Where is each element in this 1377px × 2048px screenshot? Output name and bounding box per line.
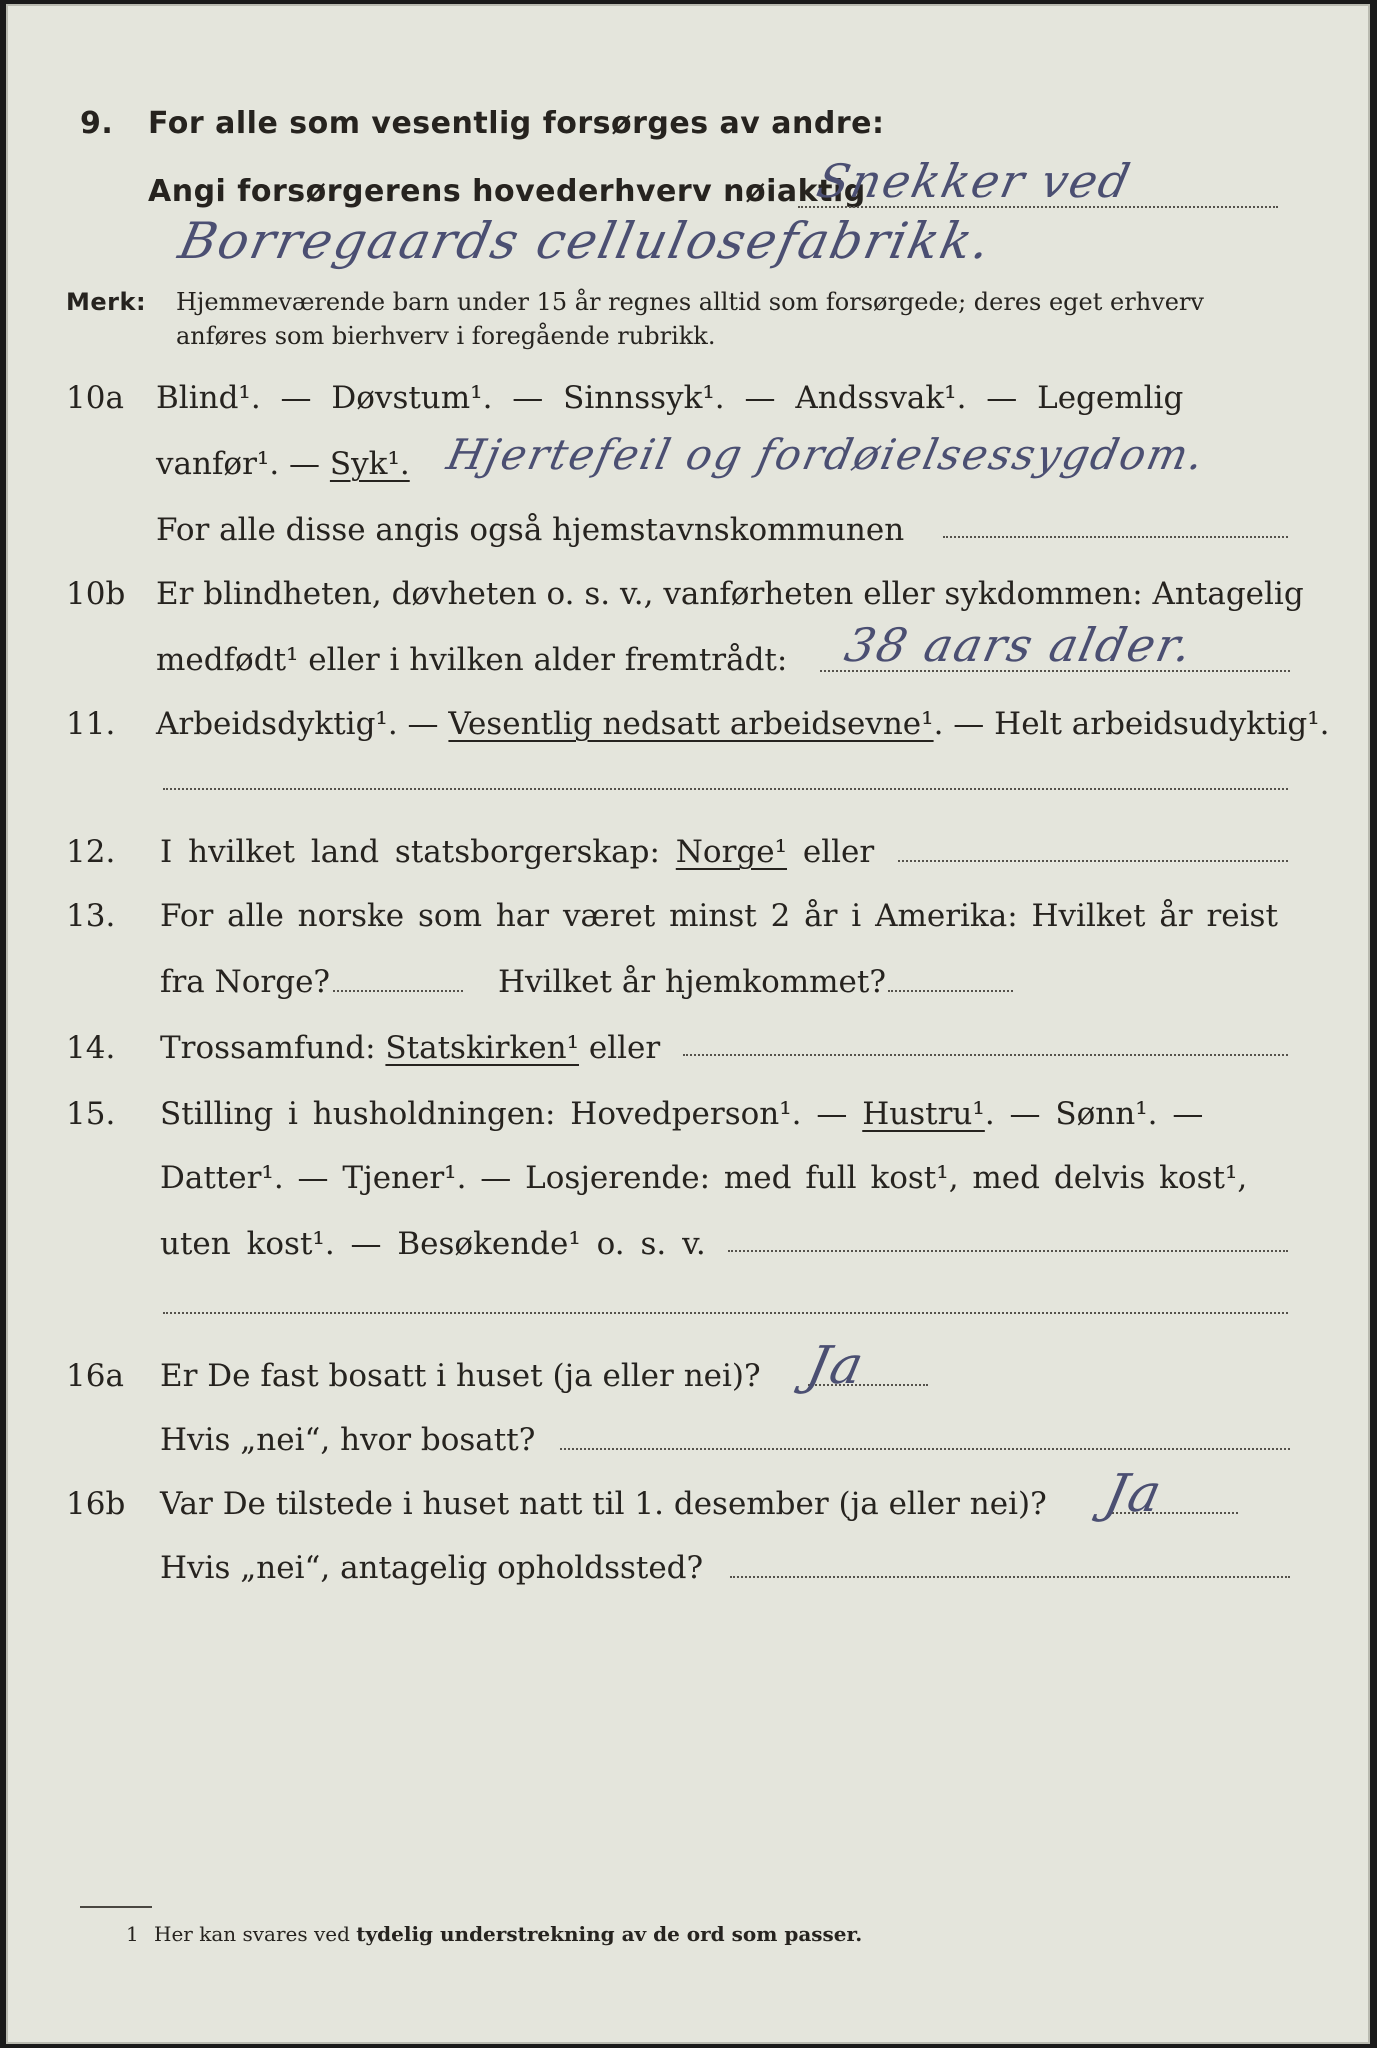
q16a-line-1: Er De fast bosatt i huset (ja eller nei)? (160, 1358, 761, 1394)
q12-question: I hvilket land statsborgerskap: (160, 834, 676, 870)
q10b-number: 10b (66, 576, 126, 612)
q12-line (160, 832, 874, 872)
q12-number: 12. (66, 834, 116, 870)
q16a-number: 16a (66, 1358, 124, 1394)
q14-number: 14. (66, 1030, 116, 1066)
q9-number: 9. (80, 106, 114, 141)
q14-line (160, 1028, 660, 1068)
q10a-syk-underlined: Syk¹. (329, 446, 410, 482)
q15-hustru-underlined: Hustru¹ (862, 1096, 985, 1132)
q10a-handwritten-answer: Hjertefeil og fordøielsessygdom. (442, 430, 1210, 479)
q10b-line-2: medfødt¹ eller i hvilken alder fremtrådt: (156, 642, 788, 678)
q10b-line-1: Er blindheten, døvheten o. s. v., vanførheten eller sykdommen: Antagelig (156, 576, 1304, 612)
q11-udyktig: . — Helt arbeidsudyktig¹. (933, 706, 1330, 742)
footnote-text-bold: tydelig understrekning av de ord som passer. (356, 1922, 863, 1946)
q11-arbeidsdyktig: Arbeidsdyktig¹. — (156, 706, 449, 742)
q16a-bosatt-line (560, 1448, 1290, 1450)
q15-hovedperson: Stilling i husholdningen: Hovedperson¹. — (160, 1096, 863, 1132)
footnote-text-plain: Her kan svares ved (154, 1922, 357, 1946)
q10b-handwritten-answer: 38 aars alder. (840, 618, 1199, 672)
merk-label: Merk: (66, 288, 147, 316)
q10a-line-3: For alle disse angis også hjemstavnskommunen (156, 512, 905, 548)
q11-line (156, 704, 1330, 744)
q14-answer-line (683, 1054, 1288, 1056)
q12-answer-line (898, 860, 1288, 862)
q16b-opholdssted-line (730, 1576, 1290, 1578)
q16b-line-2: Hvis „nei“, antagelig opholdssted? (160, 1550, 704, 1586)
q9-handwritten-answer-1: Snekker ved (812, 154, 1137, 208)
q10a-number: 10a (66, 380, 124, 416)
q14-question: Trossamfund: (160, 1030, 386, 1066)
q12-norge-underlined: Norge¹ (675, 834, 788, 870)
footnote-mark: 1 (126, 1922, 139, 1946)
q11-number: 11. (66, 706, 116, 742)
q13-number: 13. (66, 898, 116, 934)
q15-line-1 (160, 1094, 1203, 1134)
q16b-number: 16b (66, 1486, 126, 1522)
q15-line-2: Datter¹. — Tjener¹. — Losjerende: med full kost¹, med delvis kost¹, (160, 1160, 1248, 1196)
q9-handwritten-answer-2: Borregaards cellulosefabrikk. (173, 212, 998, 270)
footnote-text (154, 1914, 862, 1954)
q16b-line-1: Var De tilstede i huset natt til 1. desember (ja eller nei)? (160, 1486, 1047, 1522)
q13-line-1: For alle norske som har været minst 2 år i Amerika: Hvilket år reist (160, 898, 1278, 934)
q14-eller: eller (579, 1030, 661, 1066)
q10a-line-2 (156, 444, 410, 484)
q15-answer-line-1 (728, 1250, 1288, 1252)
q16a-handwritten-answer: Ja (801, 1336, 871, 1396)
q15-number: 15. (66, 1096, 116, 1132)
merk-line-1: Hjemmeværende barn under 15 år regnes alltid som forsørgede; deres eget erhverv (176, 288, 1204, 316)
q9-title: For alle som vesentlig forsørges av andre: (148, 106, 885, 141)
census-form-page (6, 4, 1370, 2044)
q15-line-3: uten kost¹. — Besøkende¹ o. s. v. (160, 1226, 706, 1262)
q10a-vanfor: vanfør¹. — (156, 446, 330, 482)
merk-line-2: anføres som bierhverv i foregående rubrikk. (176, 322, 716, 350)
q13-hjemkommet-line (888, 990, 1013, 992)
q11-answer-line (163, 788, 1288, 790)
q10a-line-1: Blind¹. — Døvstum¹. — Sinnssyk¹. — Andssvak¹. — Legemlig (156, 380, 1184, 416)
q15-sonn: . — Sønn¹. — (984, 1096, 1204, 1132)
q15-answer-line-2 (163, 1312, 1288, 1314)
q12-eller: eller (787, 834, 875, 870)
footnote-rule (80, 1906, 152, 1908)
q13-reist-line (333, 990, 463, 992)
q10a-hometown-line (943, 536, 1288, 538)
q14-statskirken-underlined: Statskirken¹ (385, 1030, 579, 1066)
q16a-line-2: Hvis „nei“, hvor bosatt? (160, 1422, 536, 1458)
q16b-handwritten-answer: Ja (1099, 1464, 1169, 1524)
q13-line-2a: fra Norge? (160, 964, 331, 1000)
q13-line-2b: Hvilket år hjemkommet? (498, 964, 886, 1000)
q9-prompt: Angi forsørgerens hovederhverv nøiaktig (148, 174, 866, 209)
q11-nedsatt-underlined: Vesentlig nedsatt arbeidsevne¹ (448, 706, 934, 742)
